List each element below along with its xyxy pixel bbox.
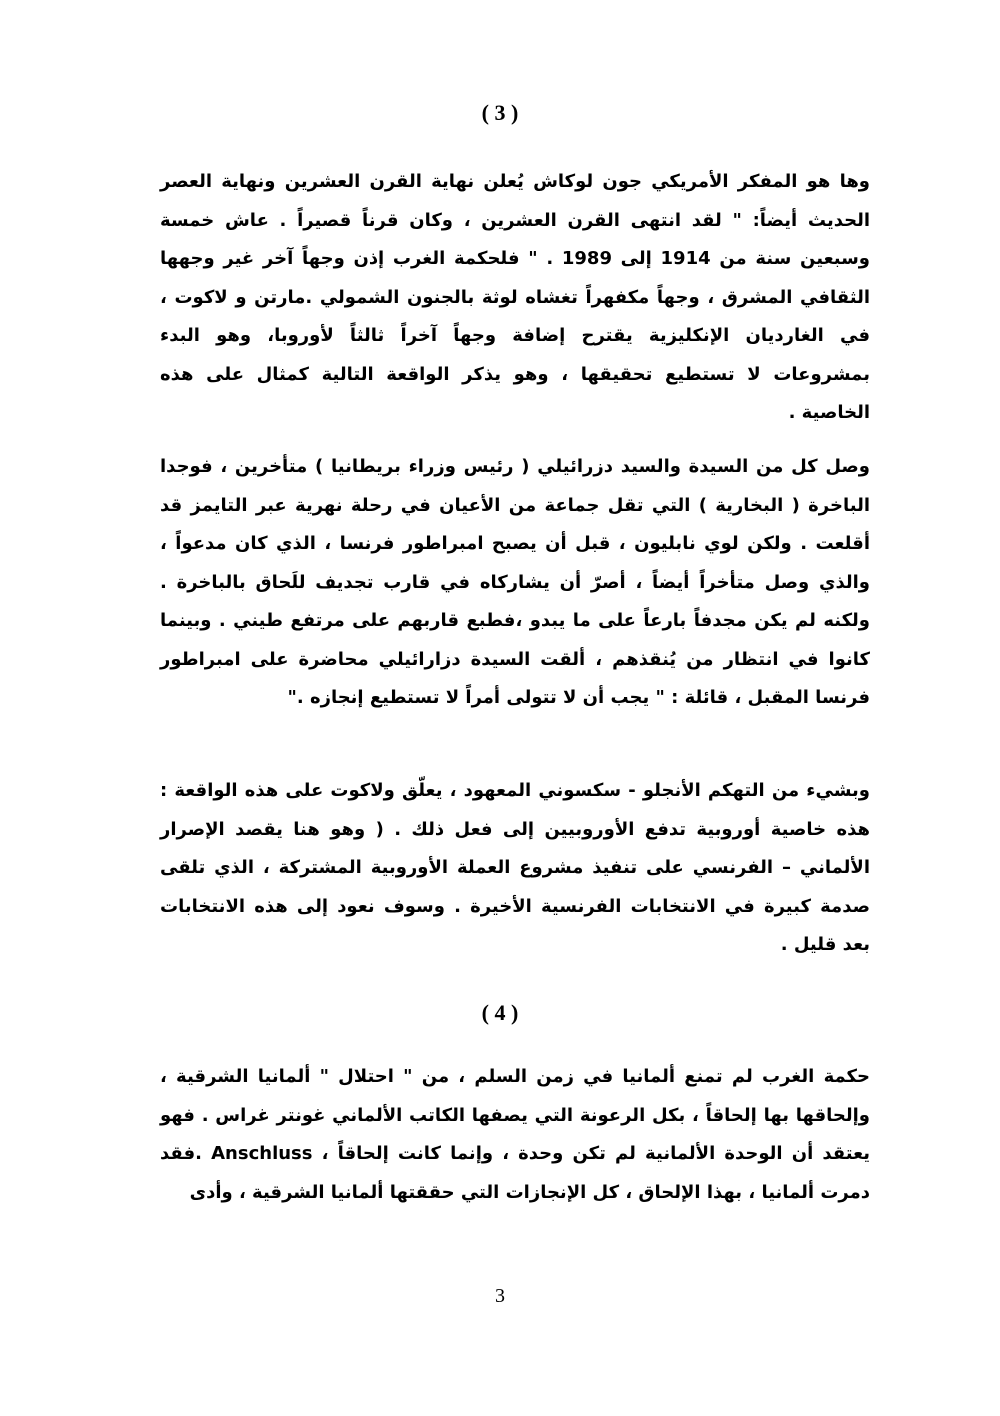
- paragraph-woollacott: وبشيء من التهكم الأنجلو - سكسوني المعهود ، يعلّق ولاكوت على هذه الواقعة : هذه خاصية أوروبية تدفع الأوروبيين إلى فعل ذلك . ( وهو هنا يقصد الإصرار الألماني – الفرنسي على تنفيذ مشروع العملة الأوروبية المشتركة ، الذي تلقى صدمة كبيرة في الانتخابات الفرنسية الأخيرة . وسوف نعود إلى هذه الانتخابات بعد قليل .: [160, 780, 870, 955]
- section-heading-3: ( 3 ): [481, 100, 519, 125]
- section-heading-4: ( 4 ): [481, 1000, 519, 1025]
- page-number: 3: [495, 1285, 505, 1307]
- paragraph-disraeli: وصل كل من السيدة والسيد دزرائيلي ( رئيس وزراء بريطانيا ) متأخرين ، فوجدا الباخرة ( البخارية ) التي تقل جماعة من الأعيان في رحلة نهرية عبر التايمز قد أقلعت . ولكن لوي نابليون ، قبل أن يصبح امبراطور فرنسا ، الذي كان مدعواً ، والذي وصل متأخراً أيضاً ، أصرّ أن يشاركاه في قارب تجديف للَحاق بالباخرة . ولكنه لم يكن مجدفاً بارعاً على ما يبدو ،فطبع قاربهم على مرتفع طيني . وبينما كانوا في انتظار من يُنقذهم ، ألقت السيدة دزارائيلي محاضرة على امبراطور فرنسا المقبل ، قائلة : " يجب أن لا تتولى أمراً لا تستطيع إنجازه .": [160, 456, 870, 708]
- paragraph-lukacs: وها هو المفكر الأمريكي جون لوكاش يُعلن نهاية القرن العشرين ونهاية العصر الحديث أيضاً: " لقد انتهى القرن العشرين ، وكان قرناً قصيراً . عاش خمسة وسبعين سنة من 1914 إلى 1989 . " فلحكمة الغرب إذن وجهاً آخر غير وجهها الثقافي المشرق ، وجهاً مكفهراً تغشاه لوثة بالجنون الشمولي .مارتن و لاكوت ، في الغارديان الإنكليزية يقترح إضافة وجهاً آخراً ثالثاً لأوروبا، وهو البدء بمشروعات لا تستطيع تحقيقها ، وهو يذكر الواقعة التالية كمثال على هذه الخاصية .: [160, 171, 870, 423]
- paragraph-germany-unification: حكمة الغرب لم تمنع ألمانيا في زمن السلم ، من " احتلال " ألمانيا الشرقية ، وإلحاقها بها إلحاقاً ، بكل الرعونة التي يصفها الكاتب الألماني غونتر غراس . فهو يعتقد أن الوحدة الألمانية لم تكن وحدة ، وإنما كانت إلحاقاً ، Anschluss .فقد دمرت ألمانيا ، بهذا الإلحاق ، كل الإنجازات التي حققتها ألمانيا الشرقية ، وأدى: [160, 1066, 871, 1203]
